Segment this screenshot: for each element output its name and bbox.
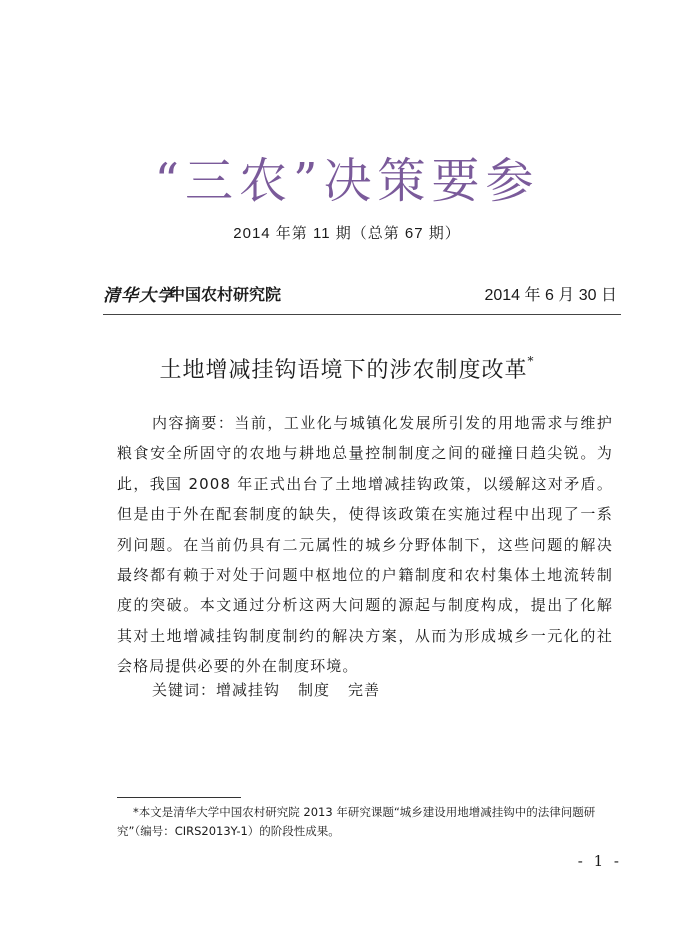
- abstract: 内容摘要：当前，工业化与城镇化发展所引发的用地需求与维护粮食安全所固守的农地与耕地总量控制制度之间的碰撞日趋尖锐。为此，我国 2008 年正式出台了土地增减挂钩政策，以缓解这对矛盾。但是由于外在配套制度的缺失，使得该政策在实施过程中出现了一系列问题。在当前仍具有二元属性的城乡分野体制下，这些问题的解决最终都有赖于对处于问题中枢地位的户籍制度和农村集体土地流转制度的突破。本文通过分析这两大问题的源起与制度构成，提出了化解其对土地增减挂钩制度制约的解决方案，从而为形成城乡一元化的社会格局提供必要的外在制度环境。: [117, 414, 613, 676]
- keyword: 增减挂钩: [216, 681, 281, 699]
- keyword: 制度: [298, 681, 331, 699]
- publisher-row: [103, 281, 623, 307]
- publisher-org: 中国农村研究院: [169, 285, 282, 304]
- footnote-marker: *: [527, 353, 535, 368]
- masthead-title: “三农”决策要参: [154, 153, 540, 209]
- keywords-label: 关键词：: [152, 681, 217, 699]
- tsinghua-logo: 清华大学: [103, 286, 175, 306]
- issue-number: 2014 年第 11 期（总第 67 期）: [233, 225, 461, 242]
- keyword: 完善: [348, 681, 381, 699]
- keywords: [152, 679, 398, 700]
- article-title-text: 土地增减挂钩语境下的涉农制度改革: [159, 358, 528, 383]
- footnote: *本文是清华大学中国农村研究院 2013 年研究课题“城乡建设用地增减挂钩中的法律问题研究”（编号：CIRS2013Y-1）的阶段性成果。: [117, 805, 596, 838]
- publish-date: 2014 年 6 月 30 日: [484, 287, 617, 304]
- header-divider: [103, 314, 621, 315]
- page-number: - 1 -: [577, 852, 622, 870]
- article-title: [0, 353, 694, 384]
- footnote-divider: [117, 797, 241, 798]
